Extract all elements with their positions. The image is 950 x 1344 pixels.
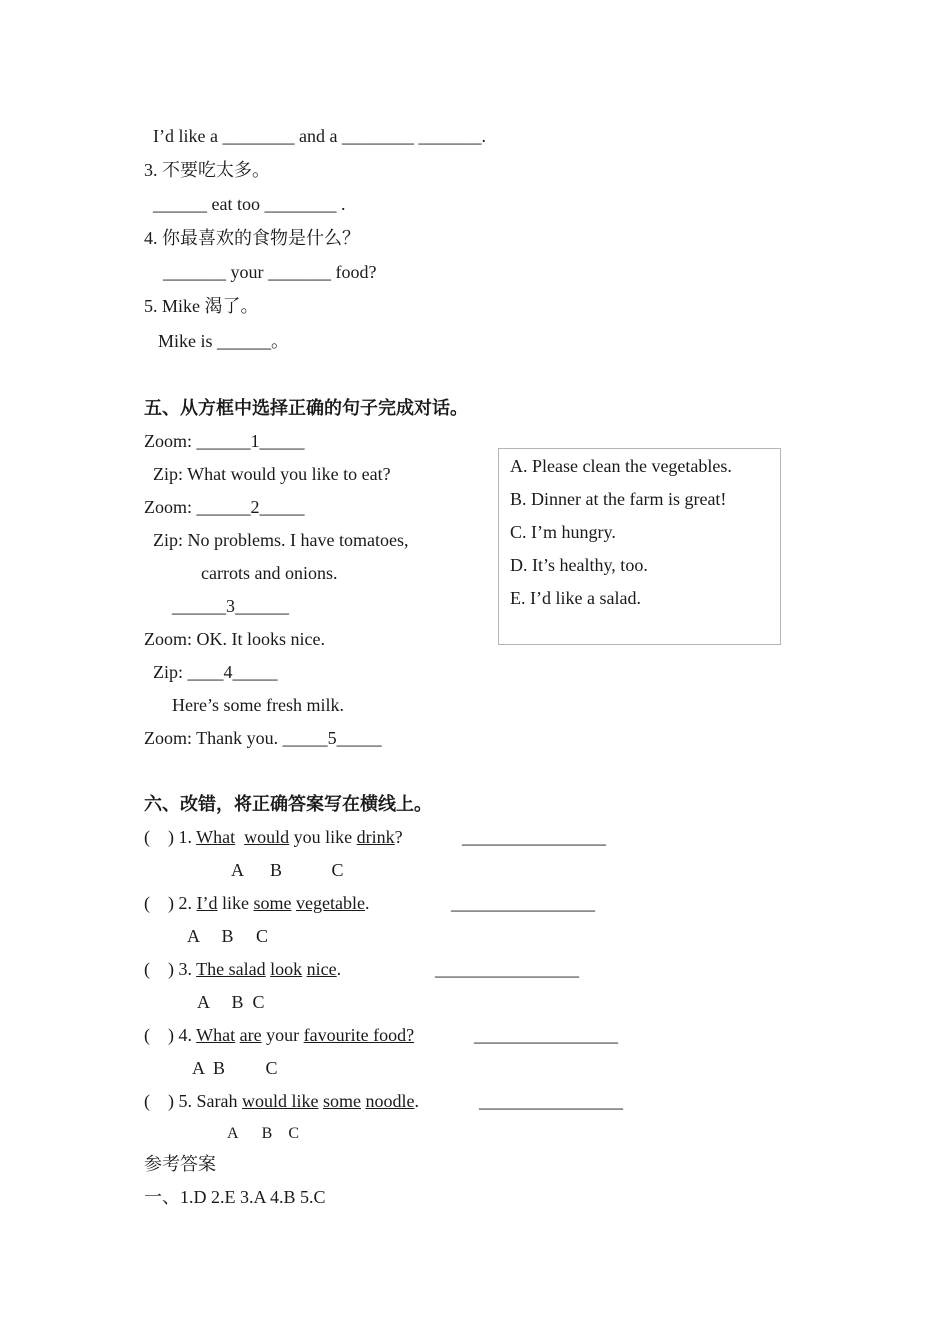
option-letters: A B C	[187, 926, 269, 946]
answer-blank[interactable]: ________________	[435, 959, 579, 979]
option-b: B. Dinner at the farm is great!	[510, 489, 727, 509]
fill-line-4: _______ your _______ food?	[163, 262, 377, 282]
option-d: D. It’s healthy, too.	[510, 555, 648, 575]
dialogue-line: Zip: No problems. I have tomatoes,	[153, 530, 409, 550]
dialogue-line: Here’s some fresh milk.	[172, 695, 344, 715]
answer-blank[interactable]: ________________	[474, 1025, 618, 1045]
dialogue-line: ______3______	[172, 596, 289, 616]
error-question-1: ( ) 1. What would you like drink?	[144, 827, 403, 847]
option-letters: A B C	[192, 1058, 278, 1078]
dialogue-line: Zoom: OK. It looks nice.	[144, 629, 325, 649]
fill-line-1: I’d like a ________ and a ________ _______.	[153, 126, 486, 146]
section-6-heading: 六、改错，将正确答案写在横线上。	[144, 794, 432, 814]
option-a: A. Please clean the vegetables.	[510, 456, 732, 476]
option-letters: A B C	[227, 1125, 300, 1142]
question-3: 3. 不要吃太多。	[144, 160, 270, 180]
error-question-2: ( ) 2. I’d like some vegetable.	[144, 893, 370, 913]
answers-line-1: 一、1.D 2.E 3.A 4.B 5.C	[144, 1187, 326, 1207]
error-question-3: ( ) 3. The salad look nice.	[144, 959, 342, 979]
error-question-4: ( ) 4. What are your favourite food?	[144, 1025, 415, 1045]
dialogue-line: Zip: ____4_____	[153, 662, 278, 682]
error-question-5: ( ) 5. Sarah would like some noodle.	[144, 1091, 419, 1111]
answers-title: 参考答案	[144, 1154, 216, 1174]
fill-line-5: Mike is ______。	[158, 331, 290, 351]
option-letters: A B C	[197, 992, 265, 1012]
dialogue-line: Zoom: ______1_____	[144, 431, 305, 451]
dialogue-line: carrots and onions.	[201, 563, 338, 583]
question-5: 5. Mike 渴了。	[144, 296, 259, 316]
section-5-heading: 五、从方框中选择正确的句子完成对话。	[144, 398, 468, 418]
answer-blank[interactable]: ________________	[479, 1091, 623, 1111]
answer-blank[interactable]: ________________	[451, 893, 595, 913]
dialogue-line: Zoom: ______2_____	[144, 497, 305, 517]
option-c: C. I’m hungry.	[510, 522, 616, 542]
question-4: 4. 你最喜欢的食物是什么？	[144, 228, 360, 248]
option-e: E. I’d like a salad.	[510, 588, 641, 608]
fill-line-3: ______ eat too ________ .	[153, 194, 346, 214]
option-letters: A B C	[231, 860, 344, 880]
dialogue-line: Zoom: Thank you. _____5_____	[144, 728, 382, 748]
answer-blank[interactable]: ________________	[462, 827, 606, 847]
options-box	[498, 448, 781, 645]
dialogue-line: Zip: What would you like to eat?	[153, 464, 391, 484]
